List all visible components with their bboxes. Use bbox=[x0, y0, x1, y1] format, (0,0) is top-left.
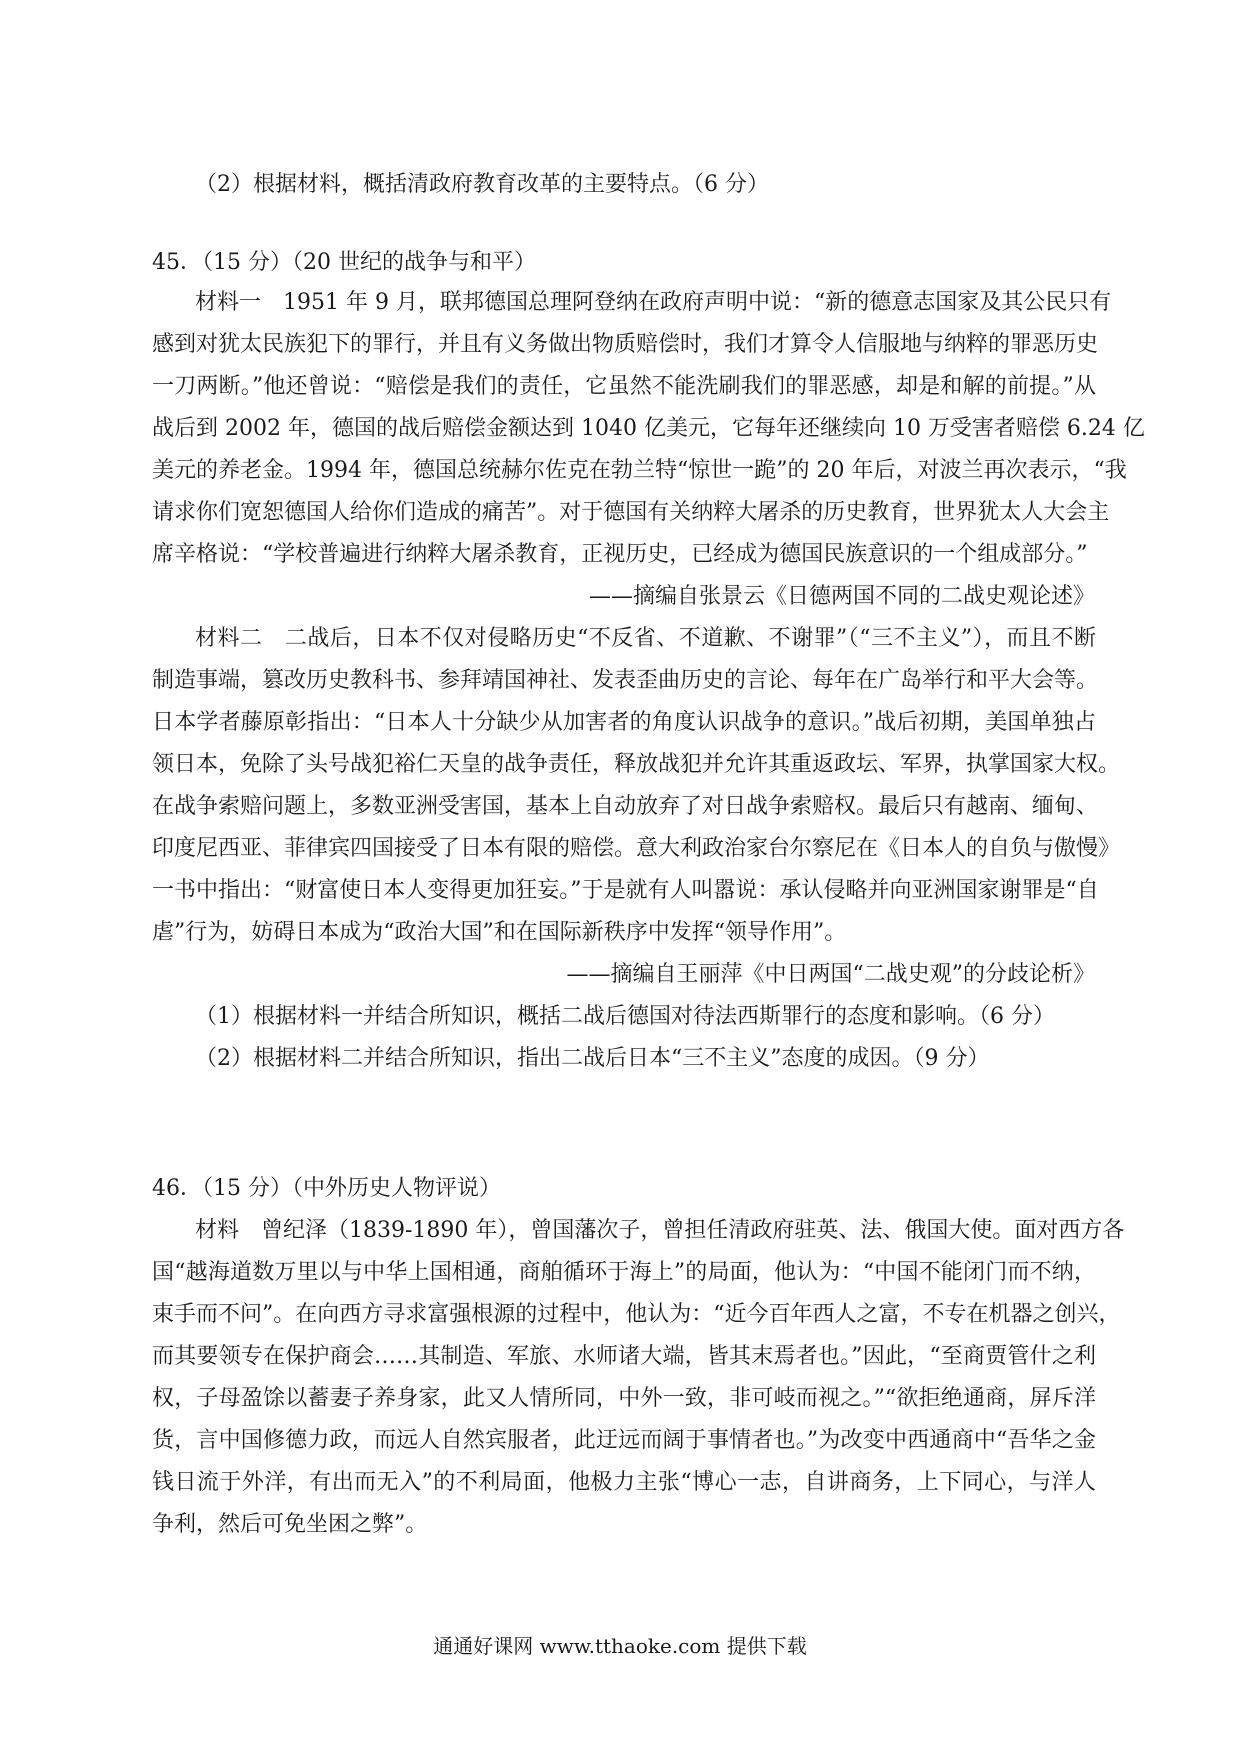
q45-sub1: （1）根据材料一并结合所知识，概括二战后德国对待法西斯罪行的态度和影响。（6 分） bbox=[195, 1004, 1055, 1029]
q45-source2: ——摘编自王丽萍《中日两国“二战史观”的分歧论析》 bbox=[566, 962, 1095, 987]
page-footer: 通通好课网 www.tthaoke.com 提供下载 bbox=[433, 1634, 807, 1658]
q45-material2-line: 在战争索赔问题上，多数亚洲受害国，基本上自动放弃了对日战争索赔权。最后只有越南、缅甸、 bbox=[152, 794, 1099, 819]
q45-material1-line: 感到对犹太民族犯下的罪行，并且有义务做出物质赔偿时，我们才算令人信服地与纳粹的罪恶历史 bbox=[152, 332, 1099, 357]
q45-material2-line: 一书中指出：“财富使日本人变得更加狂妄。”于是就有人叫嚣说：承认侵略并向亚洲国家谢罪是“自 bbox=[152, 878, 1099, 903]
q45-material1-line: 战后到 2002 年，德国的战后赔偿金额达到 1040 亿美元，它每年还继续向 10 万受害者赔偿 6.24 亿 bbox=[152, 416, 1145, 441]
q45-material1-line: 席辛格说：“学校普遍进行纳粹大屠杀教育，正视历史，已经成为德国民族意识的一个组成部分。” bbox=[152, 542, 1088, 567]
q46-material-line: 而其要领专在保护商会……其制造、军旅、水师诸大端，皆其末焉者也。”因此，“至商贾管什之利 bbox=[152, 1344, 1096, 1369]
q46-material-line: 国“越海道数万里以与中华上国相通，商舶循环于海上”的局面，他认为：“中国不能闭门而不纳， bbox=[152, 1260, 1096, 1285]
q45-material1-line: 请求你们宽恕德国人给你们造成的痛苦”。对于德国有关纳粹大屠杀的历史教育，世界犹太人大会主 bbox=[152, 500, 1110, 525]
q46-material-line: 材料 曾纪泽（1839-1890 年），曾国藩次子，曾担任清政府驻英、法、俄国大使。面对西方各 bbox=[195, 1218, 1125, 1243]
q45-source1: ——摘编自张景云《日德两国不同的二战史观论述》 bbox=[588, 584, 1095, 609]
q45-material2-line: 虐”行为，妨碍日本成为“政治大国”和在国际新秩序中发挥“领导作用”。 bbox=[152, 920, 847, 945]
q45-heading: 45．（15 分）（20 世纪的战争与和平） bbox=[152, 250, 536, 275]
q46-heading: 46．（15 分）（中外历史人物评说） bbox=[152, 1176, 501, 1201]
q45-material1-line: 美元的养老金。1994 年，德国总统赫尔佐克在勃兰特“惊世一跪”的 20 年后，对波兰再次表示，“我 bbox=[152, 458, 1127, 483]
q46-material-line: 货，言中国修德力政，而远人自然宾服者，此迂远而阔于事情者也。”为改变中西通商中“吾华之金 bbox=[152, 1428, 1096, 1453]
q46-material-line: 争利，然后可免坐困之弊”。 bbox=[152, 1512, 428, 1537]
q45-material2-line: 材料二 二战后，日本不仅对侵略历史“不反省、不道歉、不谢罪”（“三不主义”），而且不断 bbox=[195, 626, 1096, 651]
q45-material2-line: 日本学者藤原彰指出：“日本人十分缺少从加害者的角度认识战争的意识。”战后初期，美国单独占 bbox=[152, 710, 1096, 735]
q46-material-line: 权，子母盈馀以蓄妻子养身家，此又人情所同，中外一致，非可岐而视之。”“欲拒绝通商，屏斥洋 bbox=[152, 1386, 1096, 1411]
q45-material1-line: 材料一 1951 年 9 月，联邦德国总理阿登纳在政府声明中说：“新的德意志国家及其公民只有 bbox=[195, 290, 1112, 315]
q46-material-line: 束手而不问”。在向西方寻求富强根源的过程中，他认为：“近今百年西人之富，不专在机器之创兴， bbox=[152, 1302, 1121, 1327]
q44-sub2: （2）根据材料，概括清政府教育改革的主要特点。（6 分） bbox=[195, 172, 769, 197]
q45-sub2: （2）根据材料二并结合所知识，指出二战后日本“三不主义”态度的成因。（9 分） bbox=[195, 1046, 990, 1071]
q46-material-line: 钱日流于外洋，有出而无入”的不利局面，他极力主张“博心一志，自讲商务，上下同心，与洋人 bbox=[152, 1470, 1096, 1495]
q45-material2-line: 制造事端，篡改历史教科书、参拜靖国神社、发表歪曲历史的言论、每年在广岛举行和平大会等。 bbox=[152, 668, 1099, 693]
q45-material1-line: 一刀两断。”他还曾说：“赔偿是我们的责任，它虽然不能洗刷我们的罪恶感，却是和解的前提。”从 bbox=[152, 374, 1096, 399]
q45-material2-line: 印度尼西亚、菲律宾四国接受了日本有限的赔偿。意大利政治家台尔察尼在《日本人的自负与傲慢》 bbox=[152, 836, 1121, 861]
q45-material2-line: 领日本，免除了头号战犯裕仁天皇的战争责任，释放战犯并允许其重返政坛、军界，执掌国家大权。 bbox=[152, 752, 1121, 777]
